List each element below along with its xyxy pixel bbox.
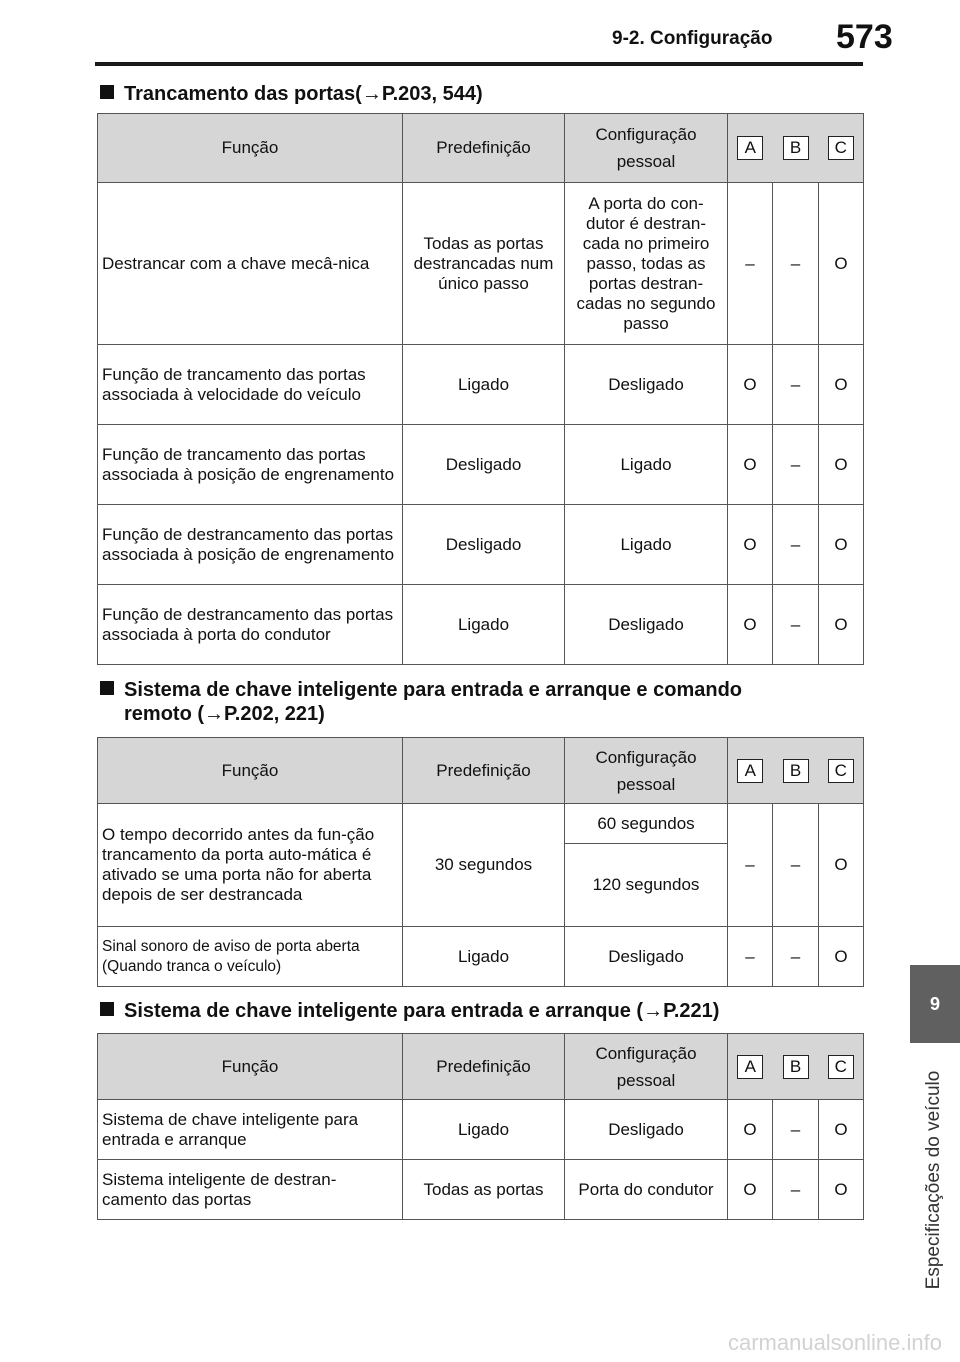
bullet-square: [100, 1002, 114, 1016]
table-row: [98, 183, 864, 345]
default-cell: Ligado: [403, 927, 565, 987]
a-cell: O: [728, 425, 773, 505]
custom-cell: Desligado: [565, 345, 728, 425]
b-cell: –: [773, 585, 819, 665]
function-cell: Função de trancamento das portas associada à posição de engrenamento: [98, 425, 403, 505]
table-smart-key-remote: [97, 737, 864, 987]
tag-c: C: [828, 136, 854, 160]
function-cell: O tempo decorrido antes da fun-ção trancamento da porta auto-mática é ativado se uma porta não for aberta depois de ser destrancada: [98, 804, 403, 927]
a-cell: –: [728, 927, 773, 987]
default-cell: Todas as portas destrancadas num único passo: [403, 183, 565, 345]
table-row: [98, 345, 864, 425]
bullet-square: [100, 681, 114, 695]
col-custom: Configuração pessoal: [565, 1034, 728, 1100]
tag-a: A: [737, 1055, 763, 1079]
a-cell: –: [728, 804, 773, 927]
b-cell: –: [773, 804, 819, 927]
c-cell: O: [819, 183, 864, 345]
custom-cell: A porta do con-dutor é destran-cada no primeiro passo, todas as portas destran-cadas no segundo passo: [565, 183, 728, 345]
function-cell: Função de trancamento das portas associada à velocidade do veículo: [98, 345, 403, 425]
function-cell: Destrancar com a chave mecâ-nica: [98, 183, 403, 345]
col-default: Predefinição: [403, 114, 565, 183]
c-cell: O: [819, 927, 864, 987]
b-cell: –: [773, 927, 819, 987]
table-smart-key: [97, 1033, 864, 1220]
header-rule: [95, 62, 863, 66]
table-row: [98, 425, 864, 505]
b-cell: –: [773, 1100, 819, 1160]
c-cell: O: [819, 585, 864, 665]
page-number: 573: [836, 18, 893, 56]
bullet-square: [100, 85, 114, 99]
custom-cell: 60 segundos: [565, 804, 728, 844]
default-cell: Ligado: [403, 585, 565, 665]
function-cell: Sistema de chave inteligente para entrada e arranque: [98, 1100, 403, 1160]
b-cell: –: [773, 345, 819, 425]
tag-b: B: [783, 136, 809, 160]
table-row: [98, 1160, 864, 1220]
b-cell: –: [773, 505, 819, 585]
col-default: Predefinição: [403, 738, 565, 804]
custom-cell: Porta do condutor: [565, 1160, 728, 1220]
table-header-row: [98, 114, 864, 183]
col-function: Função: [98, 738, 403, 804]
chapter-label: Especificações do veículo: [923, 1070, 944, 1290]
a-cell: O: [728, 585, 773, 665]
b-cell: –: [773, 1160, 819, 1220]
function-cell: Sistema inteligente de destran-camento das portas: [98, 1160, 403, 1220]
c-cell: O: [819, 425, 864, 505]
a-cell: O: [728, 1160, 773, 1220]
col-custom: Configuração pessoal: [565, 114, 728, 183]
section-2-title: Sistema de chave inteligente para entrada e arranque e comando remoto (→P.202, 221): [100, 678, 742, 726]
custom-cell: 120 segundos: [565, 844, 728, 927]
table-row: [98, 1100, 864, 1160]
chapter-number: 9: [929, 993, 940, 1014]
chapter-tab: [910, 965, 960, 1043]
tag-a: A: [737, 759, 763, 783]
default-cell: 30 segundos: [403, 804, 565, 927]
function-cell: Função de destrancamento das portas associada à porta do condutor: [98, 585, 403, 665]
c-cell: O: [819, 345, 864, 425]
custom-cell: Desligado: [565, 585, 728, 665]
c-cell: O: [819, 804, 864, 927]
table-row: [98, 804, 864, 844]
a-cell: –: [728, 183, 773, 345]
tag-c: C: [828, 1055, 854, 1079]
b-cell: –: [773, 183, 819, 345]
custom-cell: Ligado: [565, 425, 728, 505]
col-default: Predefinição: [403, 1034, 565, 1100]
table-header-row: [98, 1034, 864, 1100]
a-cell: O: [728, 505, 773, 585]
section-1-title: Trancamento das portas(→P.203, 544): [100, 82, 483, 106]
table-header-row: [98, 738, 864, 804]
tag-b: B: [783, 1055, 809, 1079]
default-cell: Ligado: [403, 1100, 565, 1160]
b-cell: –: [773, 425, 819, 505]
table-door-locking: [97, 113, 864, 665]
default-cell: Ligado: [403, 345, 565, 425]
watermark: carmanualsonline.info: [727, 1330, 942, 1355]
custom-cell: Desligado: [565, 1100, 728, 1160]
tag-a: A: [737, 136, 763, 160]
c-cell: O: [819, 505, 864, 585]
custom-cell: Ligado: [565, 505, 728, 585]
a-cell: O: [728, 1100, 773, 1160]
c-cell: O: [819, 1100, 864, 1160]
col-custom: Configuração pessoal: [565, 738, 728, 804]
default-cell: Todas as portas: [403, 1160, 565, 1220]
col-function: Função: [98, 1034, 403, 1100]
table-row: [98, 505, 864, 585]
function-cell: Sinal sonoro de aviso de porta aberta (Quando tranca o veículo): [98, 927, 403, 987]
c-cell: O: [819, 1160, 864, 1220]
default-cell: Desligado: [403, 505, 565, 585]
section-header: 9-2. Configuração: [612, 28, 773, 49]
table-row: [98, 585, 864, 665]
custom-cell: Desligado: [565, 927, 728, 987]
function-cell: Função de destrancamento das portas associada à posição de engrenamento: [98, 505, 403, 585]
default-cell: Desligado: [403, 425, 565, 505]
col-function: Função: [98, 114, 403, 183]
tag-b: B: [783, 759, 809, 783]
tag-c: C: [828, 759, 854, 783]
table-row: [98, 927, 864, 987]
section-3-title: Sistema de chave inteligente para entrada e arranque (→P.221): [100, 999, 719, 1023]
a-cell: O: [728, 345, 773, 425]
